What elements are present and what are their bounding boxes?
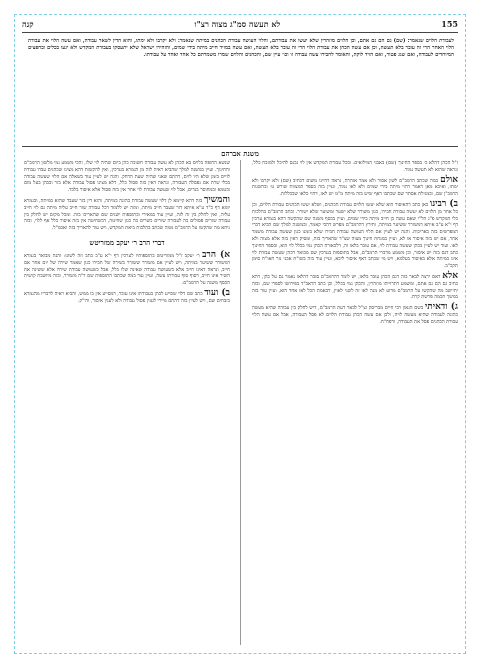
paragraph-lead: והמשיך [204, 194, 230, 205]
commentary-paragraph [24, 287, 230, 305]
subsection-title: דברי הרב ר׳ יעקב ממזריטש [89, 237, 165, 247]
commentary-paragraph [252, 160, 458, 174]
paragraph-text: בזה דהא קיימא לן דלוי שעשה עבודת כהונה במיתה, והוא דין בזר שעבד שהוא במיתה, ובגמרא יומא דף כ"ד ע"א איתא דזר שעבד חייב מיתה, ומזה יש ללמוד דכל עבודה שזר חייב עליה מיתה גם לוי חייב עליה, ואין לחלק בין זה לזה, ועיין עוד במאירי ובתוספות ישנים שם שהאריכו בזה. ומכל מקום יש לחלק בין עבודה שזרים פסולים בה לעבודה שזרים כשרים בה כגון שחיטה, דבשחיטה אין בזה איסור כלל אף ללוי, ובזה ניחא מה שהקשו על הרמב"ם ממה שכתב בהלכות ביאת המקדש, ויש עוד להאריך בזה ואכמ"ל. [24, 197, 230, 232]
paragraph-lead: ב) ועוד [204, 287, 230, 298]
paragraph-lead: אלא [442, 270, 458, 281]
commentary-paragraph [24, 249, 230, 287]
section-title: משנת אברהם [221, 149, 259, 158]
running-title: לא תעשה סמ"ג מצוה רצ"ו [194, 19, 281, 29]
paragraph-text: ר׳ יעקב ז"ל ממזריטש בתוספותיו לערכין דף י"א ע"ב כתב וזה לשונו: והנה מבואר בגמרא דמשורר ששיער במיתה, ויש לעיין אם משורר ששורר בשירה של חבירו כגון שאמר שירה של יום אחר אם חייב, ונראה דאינו חייב אלא כשעושה עבודה שאינה שלו כלל, אבל כשעושה עבודת שירה אלא ששינה את השיר אינו חייב, דסוף סוף עבודתו עשה, ועיין עוד במה שכתבו התוספות שם ד"ה משורר, ובזה מיושבת קושית הכסף משנה על הרמב"ם. [24, 252, 230, 287]
commentary-column-right [252, 160, 458, 645]
commentary-paragraph [24, 160, 230, 194]
paragraph-lead: ב) רבינו [429, 198, 458, 209]
paragraph-text: דאם ירצה לבאר בזה דגם הכהן עובר בלאו, יש לומר דהרמב"ם סובר דהלאו נאמר גם על כהן, דהא כתיב גם הם גם אתם, ומשמע דתרוייהו מוזהרין, והכהן נמי בכלל, וכן כתב הראב"ד בפירושו לספרי שם, ובזה יתיישב מה שהקשו על הרמב"ם מדוע לא מנה לאו זה לשני לאוין, דבאמת הכל לאו אחד הוא, ועיין עוד בזה במשך חכמה פרשת קרח. [252, 273, 458, 301]
paragraph-text: שנשא החופה בלוים בא הכהן לא עשה עבודה חשובה כהן ביום שהיה לוי שלו, והכי משמע נמי מלשון הרמב"ם והחינוך. ועיין במשנה למלך שהביא ראיה לזה מן הגמרא בערכין, ואין להקשות דהא מצינו שכהנים עבדו עבודת לויים בזמן שלא היו לוים, דהתם שאני שהיה שעת הדחק. והנה יש לעיין עוד בשאלה אם הלוי שעשה עבודה בכלי שרת אם נפסלה העבודה, ונראה דאין בזה פסול כלל, דלא מצינו פסול עבודה אלא בזר ובכהן בעל מום ובטמא ובמחוסר בגדים, אבל לוי שעשה עבודת לוי אחר אין בזה פסול אלא איסור בלבד. [24, 160, 230, 194]
header-rule [22, 32, 458, 33]
page-number-left: קנה [22, 19, 34, 29]
paragraph-text: כאן כתב דהאיסור הוא שלא יעשו הלוים עבודת הכהנים, ושלא יעשו הכהנים עבודת הלוים, וכן כל אחד מן הלוים לא יעשה עבודת חבירו, כגון משורר שלא ישער ומשוער שלא ישורר. וכתב הרמב"ם בהלכות כלי המקדש פ"ג הל"י שאם עשה כן חייב מיתה בידי שמים, ועיין בכסף משנה שם שהקשה דהא בגמרא ערכין דף י"א ע"ב איתא דמשורר ששיער במיתה, ותירץ דהרמב"ם מפרש דהכי קאמר, ובמשנה למלך שם הביא דברי המפרשים בזה באריכות. והנה יש לעיין אם הלוי העושה עבודת חבירו שלא בזמנו כגון שעשה עבודת משמר אחר, אם יש בזה איסור או לא, ועיין במנחת חינוך מצוה שצ"ד שהאריך בזה, ומסיק דאין בזה אלא מצוה ולא לאו. ועוד יש לעיין בכהן שעשה עבודת לוי, אם עובר בלאו זה, דלכאורה הכהן נמי בכלל לוי הוא, ובספר החינוך כתב דגם בזה יש איסור, וכן משמע מדברי הרמב"ם, אבל בתוספות בערכין שם מבואר דכהן שעשה עבודת לוי אינו במיתה אלא באיסור בעלמא, ויש מי שכתב דאף איסור ליכא, ועיין עוד בזה בשו"ת אבני נזר חאו"ח סימן תקכ"ב. [252, 201, 458, 270]
commentary-paragraph [24, 194, 230, 232]
paragraph-text: ז"ל הכהן דהלא כ׳ בספר החינוך (שם) באבני המילואים. ובכל עבודת המקדש אין לוי נכנס להיכל ולמזבח כלל, ונראה שהוא לא תעשה גמור. [252, 160, 458, 173]
main-text-block: לעבודת הלוים שנאמר: (שם) גם הם גם אתם, וכן הלוים מוזהרין שלא יעשו את עבודתם, והלוי העושה עבודת הכהנים במיתה שנאמר: ולא יקרבו ולא ימתו, והוא הדין לשאר עבודה, ואם עשה הלוי את עבודת הלוי האחר הרי זה עובר בלא תעשה, וכן אם עשה הכהן את עבודת הלוי הרי זה עובר בלא תעשה, ואם עשה במזיד חייב מיתה בידי שמים, והזהירו ישראל שלא יתעסקו בעבודת המקדש ולא יגעו בכלים ובחפצים המיוחדים לעבודה, ואם שגג פטור, ואם הזיד לוקה, והאומר לחבירו עשה עבודה זו וכו׳ עיין שם, והכהנים והלוים שמרו משמרתם כל אחד ואחד על עבודתו. [28, 38, 454, 59]
page-number-right: 155 [441, 19, 458, 29]
paragraph-text: כתב שם דלוי שסייע לכהן בעבודתו אינו עובר, דמסייע אין בו ממש, והביא ראיה לדבריו מהגמרא בזבחים שם, ויש לעיין בזה דהתם מיירי לענין פסול עבודה ולא לענין איסור, ודו"ק. [24, 290, 230, 304]
commentary-paragraph [252, 270, 458, 301]
paragraph-lead: אולם [440, 174, 458, 185]
paragraph-lead: ג) ודאיתי [424, 302, 458, 313]
paragraph-lead: א) הרב [202, 249, 230, 260]
commentary-paragraph [252, 198, 458, 270]
paragraph-text: במה שכתב הרמב"ם לשון אסור ולא אמר אזהרה, נראה דהיינו משום דכתיב (שם) ולא יקרבו ולא ימתו, ואיכא מאן דאמר דהוי מיתה בידי שמים ולא לאו גמור, ועיין בזה בספר המצוות שורש ט׳ ובהשגות הרמב"ן שם, ובמגילת אסתר שם שכתבו דאף שיש בזה מיתה מ"מ יש לאו, דהוי כלאו שבכללות. [252, 177, 458, 198]
paragraph-text: בשם הגאון רבי חיים מבריסק זצ"ל לבאר דעת הרמב"ם, דיש לחלק בין עבודה שהיא מעשה כהונה לעבודה שהיא מעשה לויה, ולכן אם עשה הכהן עבודת הלוים לא פסל העבודה, אבל אם עשה הלוי עבודת הכהנים פסל את העבודה, ודפח"ח. [252, 305, 458, 325]
commentary-paragraph [252, 304, 458, 325]
section-rule [22, 146, 458, 147]
commentary-column-left [24, 160, 230, 645]
column-divider [240, 160, 241, 645]
commentary-paragraph [252, 174, 458, 198]
page-header [22, 17, 458, 31]
